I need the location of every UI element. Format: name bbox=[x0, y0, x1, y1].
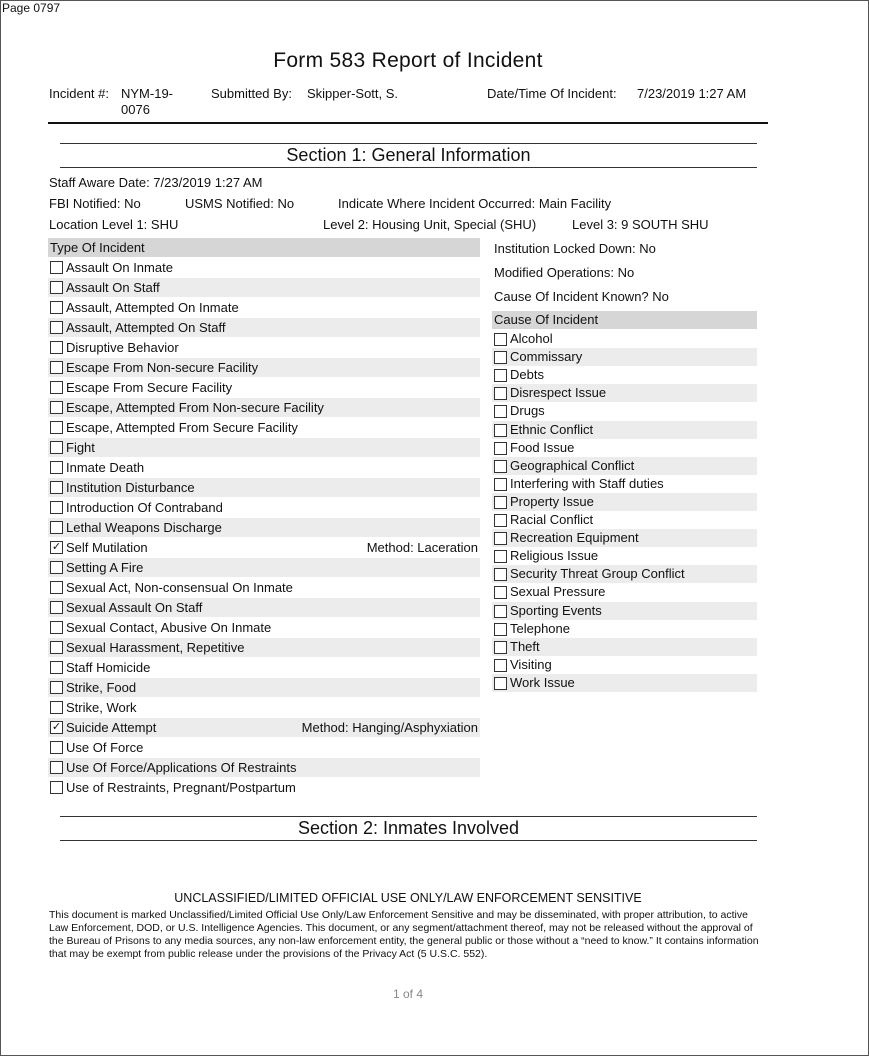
incident-type-label: Use Of Force/Applications Of Restraints bbox=[66, 760, 297, 775]
incident-type-checkbox[interactable] bbox=[50, 701, 63, 714]
cause-row bbox=[492, 402, 757, 420]
cause-label: Commissary bbox=[510, 349, 583, 364]
section1-bottom-rule bbox=[60, 167, 757, 168]
incident-type-label: Disruptive Behavior bbox=[66, 340, 179, 355]
section2-title: Section 2: Inmates Involved bbox=[297, 818, 520, 838]
cause-checkbox[interactable] bbox=[494, 605, 507, 618]
incident-type-label: Assault On Staff bbox=[66, 280, 160, 295]
incident-type-label: Assault, Attempted On Staff bbox=[66, 320, 226, 335]
modified-operations: Modified Operations: No bbox=[494, 265, 635, 280]
incident-number: NYM-19- 0076 bbox=[121, 86, 174, 117]
incident-type-checkbox[interactable] bbox=[50, 581, 63, 594]
incident-type-checkbox[interactable] bbox=[50, 561, 63, 574]
type-of-incident-header: Type Of Incident bbox=[48, 238, 480, 257]
incident-type-label: Strike, Food bbox=[66, 680, 137, 695]
header-divider bbox=[48, 122, 768, 124]
cause-checkbox[interactable] bbox=[494, 387, 507, 400]
incident-type-row bbox=[48, 558, 480, 577]
datetime-label: Date/Time Of Incident: bbox=[487, 86, 617, 101]
cause-label: Work Issue bbox=[510, 675, 575, 690]
incident-type-row bbox=[48, 258, 480, 277]
incident-type-checkbox[interactable] bbox=[50, 301, 63, 314]
cause-label: Interfering with Staff duties bbox=[510, 476, 664, 491]
incident-type-row bbox=[48, 278, 480, 297]
incident-type-checkbox[interactable] bbox=[50, 741, 63, 754]
incident-label: Incident #: bbox=[49, 86, 109, 101]
cause-row bbox=[492, 439, 757, 457]
cause-row bbox=[492, 366, 757, 384]
incident-type-row bbox=[48, 658, 480, 677]
incident-type-row bbox=[48, 498, 480, 517]
incident-type-label: Escape, Attempted From Non-secure Facility bbox=[66, 400, 324, 415]
incident-type-row bbox=[48, 398, 480, 417]
classification-banner: UNCLASSIFIED/LIMITED OFFICIAL USE ONLY/LAW ENFORCEMENT SENSITIVE bbox=[174, 891, 642, 905]
cause-row bbox=[492, 674, 757, 692]
incident-type-label: Staff Homicide bbox=[66, 660, 151, 675]
incident-type-label: Setting A Fire bbox=[66, 560, 144, 575]
cause-label: Geographical Conflict bbox=[510, 458, 635, 473]
incident-type-row bbox=[48, 678, 480, 697]
submitted-label: Submitted By: bbox=[211, 86, 292, 101]
datetime-value: 7/23/2019 1:27 AM bbox=[637, 86, 747, 101]
cause-row bbox=[492, 602, 757, 620]
incident-method: Method: Laceration bbox=[366, 540, 478, 555]
section2-top-rule bbox=[60, 816, 757, 817]
cause-checkbox[interactable] bbox=[494, 514, 507, 527]
cause-checkbox[interactable] bbox=[494, 424, 507, 437]
cause-label: Drugs bbox=[510, 403, 545, 418]
incident-type-checkbox[interactable] bbox=[50, 261, 63, 274]
cause-label: Property Issue bbox=[510, 494, 594, 509]
cause-row bbox=[492, 547, 757, 565]
incident-type-checkbox[interactable] bbox=[50, 421, 63, 434]
section1-title: Section 1: General Information bbox=[286, 145, 531, 165]
incident-type-row bbox=[48, 518, 480, 537]
cause-row bbox=[492, 457, 757, 475]
cause-checkbox[interactable] bbox=[494, 460, 507, 473]
incident-type-checkbox[interactable] bbox=[50, 621, 63, 634]
cause-row bbox=[492, 529, 757, 547]
incident-type-label: Use Of Force bbox=[66, 740, 144, 755]
incident-type-label: Lethal Weapons Discharge bbox=[66, 520, 222, 535]
cause-checkbox[interactable] bbox=[494, 351, 507, 364]
incident-type-row bbox=[48, 338, 480, 357]
incident-type-checkbox[interactable] bbox=[50, 381, 63, 394]
incident-type-checkbox[interactable] bbox=[50, 461, 63, 474]
incident-type-row bbox=[48, 578, 480, 597]
incident-type-label: Escape, Attempted From Secure Facility bbox=[66, 420, 298, 435]
cause-label: Racial Conflict bbox=[510, 512, 594, 527]
incident-type-label: Suicide Attempt bbox=[66, 720, 157, 735]
cause-label: Security Threat Group Conflict bbox=[510, 566, 685, 581]
incident-type-label: Sexual Assault On Staff bbox=[66, 600, 203, 615]
incident-type-checkbox[interactable]: ✓ bbox=[51, 721, 62, 733]
cause-known: Cause Of Incident Known? No bbox=[494, 289, 669, 304]
cause-row bbox=[492, 330, 757, 348]
cause-label: Sexual Pressure bbox=[510, 584, 606, 599]
cause-label: Ethnic Conflict bbox=[510, 422, 594, 437]
cause-label: Food Issue bbox=[510, 440, 575, 455]
cause-row bbox=[492, 583, 757, 601]
incident-type-row bbox=[48, 638, 480, 657]
incident-type-checkbox[interactable] bbox=[50, 341, 63, 354]
cause-checkbox[interactable] bbox=[494, 369, 507, 382]
location-level1: Location Level 1: SHU bbox=[49, 217, 179, 232]
incident-type-checkbox[interactable] bbox=[50, 661, 63, 674]
incident-type-row bbox=[48, 478, 480, 497]
incident-type-checkbox[interactable]: ✓ bbox=[51, 541, 62, 553]
incident-type-checkbox[interactable] bbox=[50, 321, 63, 334]
incident-type-row bbox=[48, 698, 480, 717]
incident-type-label: Introduction Of Contraband bbox=[66, 500, 223, 515]
cause-row bbox=[492, 620, 757, 638]
section2-bottom-rule bbox=[60, 840, 757, 841]
incident-type-checkbox[interactable] bbox=[50, 501, 63, 514]
where-occurred: Indicate Where Incident Occurred: Main Facility bbox=[338, 196, 612, 211]
cause-checkbox[interactable] bbox=[494, 333, 507, 346]
incident-type-row bbox=[48, 418, 480, 437]
incident-type-row bbox=[48, 618, 480, 637]
incident-type-label: Inmate Death bbox=[66, 460, 145, 475]
page-label: Page 0797 bbox=[2, 1, 61, 15]
incident-type-checkbox[interactable] bbox=[50, 521, 63, 534]
cause-label: Recreation Equipment bbox=[510, 530, 639, 545]
incident-type-checkbox[interactable] bbox=[50, 781, 63, 794]
incident-type-label: Use of Restraints, Pregnant/Postpartum bbox=[66, 780, 296, 795]
incident-type-row bbox=[48, 438, 480, 457]
incident-type-row bbox=[48, 378, 480, 397]
page-counter: 1 of 4 bbox=[392, 987, 424, 1001]
cause-row bbox=[492, 475, 757, 493]
incident-type-label: Escape From Secure Facility bbox=[66, 380, 233, 395]
cause-label: Disrespect Issue bbox=[510, 385, 607, 400]
incident-type-label: Escape From Non-secure Facility bbox=[66, 360, 259, 375]
location-level3: Level 3: 9 SOUTH SHU bbox=[572, 217, 709, 232]
form-title: Form 583 Report of Incident bbox=[273, 49, 543, 72]
incident-type-label: Assault On Inmate bbox=[66, 260, 173, 275]
incident-type-label: Institution Disturbance bbox=[66, 480, 195, 495]
cause-label: Alcohol bbox=[510, 331, 553, 346]
cause-label: Visiting bbox=[510, 657, 552, 672]
incident-type-checkbox[interactable] bbox=[50, 281, 63, 294]
incident-type-row bbox=[48, 458, 480, 477]
submitted-value: Skipper-Sott, S. bbox=[307, 86, 399, 101]
cause-row bbox=[492, 348, 757, 366]
incident-type-checkbox[interactable] bbox=[50, 601, 63, 614]
incident-type-checkbox[interactable] bbox=[50, 681, 63, 694]
incident-type-row bbox=[48, 358, 480, 377]
cause-label: Debts bbox=[510, 367, 544, 382]
incident-type-checkbox[interactable] bbox=[50, 401, 63, 414]
cause-label: Telephone bbox=[510, 621, 570, 636]
incident-type-checkbox[interactable] bbox=[50, 481, 63, 494]
location-level2: Level 2: Housing Unit, Special (SHU) bbox=[323, 217, 537, 232]
cause-checkbox[interactable] bbox=[494, 442, 507, 455]
cause-checkbox[interactable] bbox=[494, 641, 507, 654]
staff-aware-date: Staff Aware Date: 7/23/2019 1:27 AM bbox=[49, 175, 263, 190]
institution-locked-down: Institution Locked Down: No bbox=[494, 241, 656, 256]
incident-type-checkbox[interactable] bbox=[50, 761, 63, 774]
cause-checkbox[interactable] bbox=[494, 532, 507, 545]
cause-row bbox=[492, 384, 757, 402]
cause-row bbox=[492, 493, 757, 511]
incident-type-label: Assault, Attempted On Inmate bbox=[66, 300, 239, 315]
incident-type-checkbox[interactable] bbox=[50, 441, 63, 454]
section1-top-rule bbox=[60, 143, 757, 144]
usms-notified: USMS Notified: No bbox=[185, 196, 295, 211]
cause-label: Religious Issue bbox=[510, 548, 599, 563]
incident-type-label: Sexual Harassment, Repetitive bbox=[66, 640, 245, 655]
incident-type-label: Sexual Contact, Abusive On Inmate bbox=[66, 620, 272, 635]
incident-method: Method: Hanging/Asphyxiation bbox=[301, 720, 478, 735]
cause-of-incident-header: Cause Of Incident bbox=[492, 311, 757, 329]
cause-checkbox[interactable] bbox=[494, 550, 507, 563]
incident-type-row bbox=[48, 598, 480, 617]
incident-type-row bbox=[48, 758, 480, 777]
cause-row bbox=[492, 565, 757, 583]
incident-type-row bbox=[48, 318, 480, 337]
cause-checkbox[interactable] bbox=[494, 677, 507, 690]
incident-type-row bbox=[48, 538, 480, 557]
incident-type-checkbox[interactable] bbox=[50, 361, 63, 374]
cause-row bbox=[492, 638, 757, 656]
incident-type-label: Strike, Work bbox=[66, 700, 137, 715]
incident-type-row bbox=[48, 738, 480, 757]
incident-type-label: Fight bbox=[66, 440, 95, 455]
incident-type-label: Sexual Act, Non-consensual On Inmate bbox=[66, 580, 293, 595]
cause-label: Theft bbox=[510, 639, 540, 654]
incident-type-row bbox=[48, 778, 480, 797]
cause-checkbox[interactable] bbox=[494, 568, 507, 581]
cause-row bbox=[492, 421, 757, 439]
incident-type-row bbox=[48, 718, 480, 737]
incident-type-row bbox=[48, 298, 480, 317]
cause-checkbox[interactable] bbox=[494, 659, 507, 672]
incident-type-checkbox[interactable] bbox=[50, 641, 63, 654]
cause-row bbox=[492, 656, 757, 674]
cause-label: Sporting Events bbox=[510, 603, 602, 618]
cause-checkbox[interactable] bbox=[494, 478, 507, 491]
fbi-notified: FBI Notified: No bbox=[49, 196, 141, 211]
dissemination-notice: This document is marked Unclassified/Limited Official Use Only/Law Enforcement Sensitive and may be disseminated, with proper attribution, to active Law Enforcement, DOD, or U.S. Intelligence Agencies. This document, or any segment/attachment thereof, may not be released without the approval of the Bureau of Prisons to any media sources, any non-law enforcement entity, the general public or those without a “need to know.” It contains information that may be exempt from public release under the provisions of the Privacy Act (5 U.S.C. 552). bbox=[49, 909, 759, 960]
incident-type-label: Self Mutilation bbox=[66, 540, 148, 555]
cause-checkbox[interactable] bbox=[494, 496, 507, 509]
cause-checkbox[interactable] bbox=[494, 405, 507, 418]
cause-checkbox[interactable] bbox=[494, 586, 507, 599]
cause-checkbox[interactable] bbox=[494, 623, 507, 636]
cause-row bbox=[492, 511, 757, 529]
